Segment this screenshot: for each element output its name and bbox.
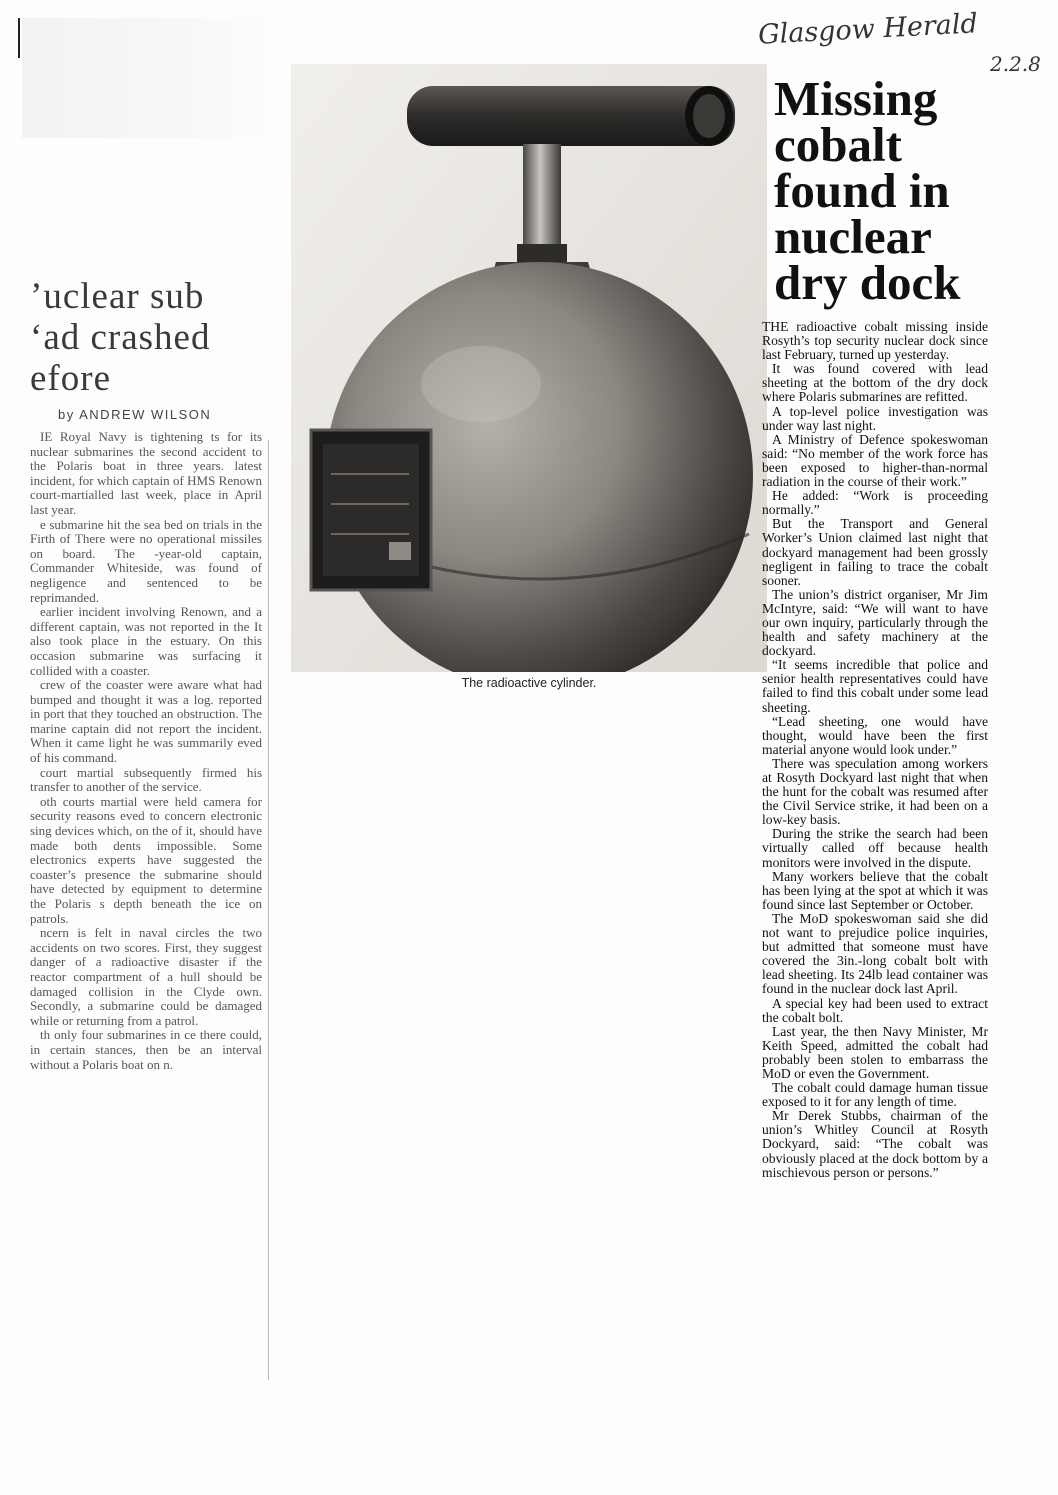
right-article-paragraph: A special key had been used to extract the cobalt bolt. xyxy=(762,995,988,1025)
right-article-paragraph: He added: “Work is proceeding normally.” xyxy=(762,488,988,518)
left-article-paragraph: court martial subsequently firmed his transfer to another of the service. xyxy=(30,764,262,795)
left-article-paragraph: ncern is felt in naval circles the two accidents on two scores. First, they suggest danger of a radioactive disaster if the reactor compartment of a hull should be damaged collision in the Clyde own. Secondly, a submarine could be damaged while or returning from a patrol. xyxy=(30,925,262,1028)
right-article-paragraph: The cobalt could damage human tissue exposed to it for any length of time. xyxy=(762,1080,988,1110)
right-article-paragraph: Last year, the then Navy Minister, Mr Keith Speed, admitted the cobalt had probably been stolen to embarrass the MoD or even the Government. xyxy=(762,1023,988,1081)
left-article-body xyxy=(30,430,262,1072)
right-article-paragraph: “It seems incredible that police and senior health representatives could have failed to find this cobalt under some lead sheeting. xyxy=(762,657,988,715)
handwritten-date-note: 2.2.8 xyxy=(990,52,1041,76)
page-edge-rule xyxy=(18,18,20,58)
right-article xyxy=(762,71,988,1180)
right-article-paragraph: Many workers believe that the cobalt has been lying at the spot at which it was found since last September or October. xyxy=(762,868,988,912)
left-article-paragraph: oth courts martial were held camera for security reasons eved to concern electronic sing devices which, on the of it, should have made both dents impossible. Some electronics experts have suggested the coaster’s presence the submarine should have detected by equipment to determine the Polaris s depth beneath the ice on patrols. xyxy=(30,793,262,926)
right-article-paragraph: The union’s district organiser, Mr Jim McIntyre, said: “We will want to have our own inquiry, particularly through the health and safety machinery at the dockyard. xyxy=(762,586,988,659)
column-divider xyxy=(268,440,269,1380)
radioactive-cylinder-image xyxy=(291,64,767,672)
right-article-headline: Missing cobalt found in nuclear dry dock xyxy=(774,71,961,310)
left-article-headline: ’uclear sub ‘ad crashed efore xyxy=(30,276,211,399)
right-article-paragraph: A Ministry of Defence spokeswoman said: “No member of the work force has been exposed to higher-than-normal radiation in the course of their work.” xyxy=(762,431,988,490)
handwritten-source-note: Glasgow Herald xyxy=(757,8,979,51)
right-article-paragraph: THE radioactive cobalt missing inside Rosyth’s top security nuclear dock since last February, turned up yesterday. xyxy=(762,319,988,363)
faded-print-strip xyxy=(22,18,272,138)
left-article-paragraph: earlier incident involving Renown, and a different captain, was not reported in the It also took place in the estuary. On this occasion submarine was surfacing it collided with a coaster. xyxy=(30,604,262,678)
right-article-paragraph: Mr Derek Stubbs, chairman of the union’s Whitley Council at Rosyth Dockyard, said: “The cobalt was obviously placed at the dock bottom by a mischievous person or persons.” xyxy=(762,1108,988,1180)
left-article-paragraph: IE Royal Navy is tightening ts for its nuclear submarines the second accident to the Polaris boat in three years. latest incident, for which captain of HMS Renown court-martialled last week, place in April last year. xyxy=(30,429,262,517)
right-article-paragraph: A top-level police investigation was under way last night. xyxy=(762,403,988,433)
right-article-body xyxy=(762,320,988,1180)
right-article-paragraph: There was speculation among workers at Rosyth Dockyard last night that when the hunt for the cobalt was resumed after the Civil Service strike, it had been on a low-key basis. xyxy=(762,755,988,828)
right-article-paragraph: “Lead sheeting, one would have thought, would have been the first material anyone would look under.” xyxy=(762,713,988,757)
right-article-paragraph: But the Transport and General Worker’s Union claimed last night that dockyard management had been grossly negligent in failing to trace the cobalt sooner. xyxy=(762,516,988,588)
photo-caption: The radioactive cylinder. xyxy=(461,676,597,690)
cylinder-photo xyxy=(291,64,767,672)
left-article xyxy=(30,276,262,1386)
left-article-paragraph: crew of the coaster were aware what had bumped and thought it was a log. reported in port that they touched an obstruction. The marine captain did not report the incident. When it came light he was summarily eved of his command. xyxy=(30,677,262,766)
left-article-byline: by ANDREW WILSON xyxy=(58,407,212,422)
right-article-paragraph: The MoD spokeswoman said she did not want to prejudice police inquiries, but admitted that someone must have covered the 3in.-long cobalt bolt with lead sheeting. Its 24lb lead container was found in the nuclear dock last April. xyxy=(762,910,988,997)
left-article-paragraph: th only four submarines in ce there could, in certain stances, then be an interval without a Polaris boat on n. xyxy=(30,1027,262,1072)
left-article-paragraph: e submarine hit the sea bed on trials in the Firth of There were no operational missiles on board. The -year-old captain, Commander Whiteside, was found of negligence and sentenced to be reprimanded. xyxy=(30,516,262,605)
right-article-paragraph: During the strike the search had been virtually called off because health monitors were involved in the dispute. xyxy=(762,826,988,870)
right-article-paragraph: It was found covered with lead sheeting at the bottom of the dry dock where Polaris submarines are refitted. xyxy=(762,361,988,405)
